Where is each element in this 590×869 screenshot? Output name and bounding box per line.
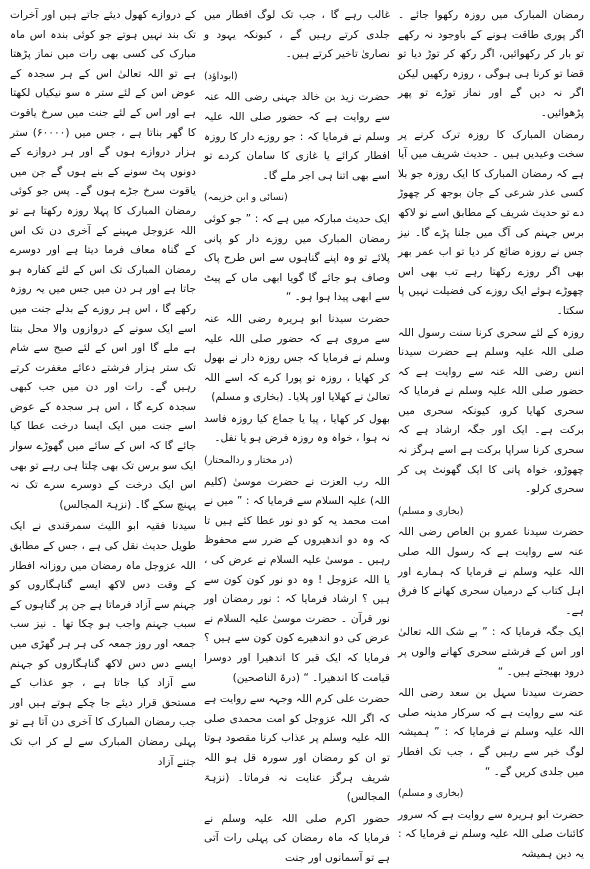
paragraph: سیدنا فقیہ ابو اللیث سمرقندی نے ایک طویل حدیث نقل کی ہے ، جس کے مطابق اللہ عزوجل ماہ رمضان میں روزانہ افطار کے وقت دس لاکھ ایسے گناہگاروں کو جہنم سے آزاد فرماتا ہے جن پر گناہوں کے سبب جہنم واجب ہو چکا تھا ۔ نیز سب جمعہ اور روز جمعہ کی ہر ہر گھڑی میں ایسے دس دس لاکھ گناہگاروں کو جہنم سے آزاد کیا جاتا ہے ، جو عذاب کے مستحق قرار دیئے جا چکے ہوتے ہیں اور جب رمضان المبارک کا آخری دن آتا ہے تو پہلی رمضان المبارک سے لے کر اب تک جتنے آزاد <box>10 520 196 768</box>
paragraph: حضور اکرم صلی اللہ علیہ وسلم نے فرمایا کہ ماہ رمضان کی پہلی رات آتی ہے تو آسمانوں اور جنت <box>204 812 390 864</box>
paragraph: (بخاری و مسلم) <box>398 505 464 517</box>
paragraph: (در مختار و ردالمحتار) <box>204 455 293 467</box>
paragraph: ایک جگہ فرمایا کہ : ” بے شک اللہ تعالیٰ اور اس کے فرشتے سحری کھانے والوں پر درود بھیجتے ہیں۔ “ <box>398 626 584 678</box>
paragraph: ایک حدیث مبارکہ میں ہے کہ : ” جو کوئی رمضان المبارک میں روزے دار کو پانی پلائے تو وہ اپنے گناہوں سے اس طرح پاک وصاف ہو جائے گا گویا ابھی ماں کے پیٹ سے ابھی پیدا ہوا ہو۔ “ <box>204 212 390 304</box>
paragraph: حضرت سیدنا سہل بن سعد رضی اللہ عنہ سے روایت ہے کہ سرکار مدینہ صلی اللہ علیہ وسلم نے فرمایا کہ : ” ہمیشہ لوگ خیر سے رہیں گے ، جب تک افطار میں جلدی کریں گے۔ “ <box>398 687 584 778</box>
paragraph: رمضان المبارک میں روزہ رکھوا جائے ۔ اگر پوری طاقت ہونے کے باوجود نہ رکھے تو بار کر رکھوائیں، اگر رکھ کر توڑ دیا تو قضا تو کرنا ہی ہوگی ، روزہ رکھیں لیکن اگر نہ دیں گے اور نماز توڑے تو پھر پڑھوائیں۔ <box>398 9 584 119</box>
paragraph: حضرت ابو ہریرہ سے روایت ہے کہ سرور کائنات صلی اللہ علیہ وسلم نے فرمایا کہ : یہ دین ہمیشہ <box>398 808 584 860</box>
column-left <box>10 6 196 785</box>
paragraph: غالب رہے گا ، جب تک لوگ افطار میں جلدی کرتے رہیں گے ، کیونکہ یہود و نصاریٰ تاخیر کرتے ہیں۔ <box>204 9 390 61</box>
paragraph: (ابوداؤد) <box>204 70 238 82</box>
paragraph: (بخاری و مسلم) <box>398 788 464 800</box>
paragraph: بھول کر کھایا ، پیا یا جماع کیا روزہ فاسد نہ ہوا ، خواہ وہ روزہ فرض ہو یا نفل۔ <box>204 412 390 445</box>
paragraph: رمضان المبارک کا روزہ ترک کرنے پر سخت وعیدیں ہیں ۔ حدیث شریف میں آیا ہے کہ رمضان المبارک کا ایک روزہ جو بلا کسی عذر شرعی کے جان بوجھ کر چھوڑ دے تو حدیث شریف کے مطابق اسے نو لاکھ برس جہنم کی آگ میں جلنا پڑے گا۔ نیز جس نے روزہ ضائع کر دیا تو اب عمر بھر بھی اگر روزے رکھتا رہے تب بھی اس چھوڑے ہوئے ایک روزے کی فضیلت نہیں پا سکتا۔ <box>398 128 584 317</box>
paragraph: حضرت علی کرم اللہ وجہہ سے روایت ہے کہ اگر اللہ عزوجل کو امت محمدی صلی اللہ علیہ وسلم پر عذاب کرنا مقصود ہوتا تو ان کو رمضان اور سورہ قل ہو اللہ شریف ہرگز عنایت نہ فرماتا۔ (نزہۃ المجالس) <box>204 693 390 804</box>
column-right <box>398 6 584 860</box>
paragraph: کے دروازے کھول دیئے جاتے ہیں اور آخرات تک بند نہیں ہوتے جو کوئی بندہ اس ماہ مبارک کی کسی بھی رات میں نماز پڑھتا ہے تو اللہ تعالیٰ اس کے ہر سجدہ کے عوض اس کے لئے ستر ہ سو نیکیاں لکھتا ہے اور اس کے لئے جنت میں سرخ یاقوت کا گھر بناتا ہے ، جس میں (۶۰۰۰۰) ستر ہزار دروازے ہوں گے اور ہر دروازے کے دونوں پٹ سونے کے بنے ہوں گے جن میں یاقوت سرخ جڑے ہوں گے۔ پس جو کوئی رمضان المبارک کا پہلا روزہ رکھتا ہے تو اللہ عزوجل مہینے کے آخری دن تک اس کے گناہ معاف فرما دیتا ہے اور دوسرے رمضان المبارک تک اس کے لئے کفارہ ہو جاتا ہے اور ہر دن میں جس میں یہ روزہ رکھے گا ، اس ہر روزے کے بدلے جنت میں اسے ایک سونے کے دروازوں والا محل بنتا ہے ملے گا اور اس کے لئے صبح سے شام تک ستر ہزار فرشتے دعائے مغفرت کرتے رہیں گے۔ رات اور دن میں جب کبھی سجدہ کرے گا ، اس ہر سجدہ کے عوض اسے جنت میں ایک ایسا درخت عطا کیا جائے گا کہ اس کے سائے میں گھوڑے سوار ایک سو برس تک بھی چلتا ہی رہے تو بھی اس ایک درخت کے دوسرے سرے تک نہ پہنچ سکے گا۔ (نزہۃ المجالس) <box>10 9 196 511</box>
column-middle <box>204 6 390 864</box>
paragraph: حضرت زید بن خالد جہنی رضی اللہ عنہ سے روایت ہے کہ حضور صلی اللہ علیہ وسلم نے فرمایا کہ : جو روزے دار کا روزہ افطار کرائے یا غازی کا سامان کردے تو اسے بھی اتنا ہی اجر ملے گا۔ <box>204 91 390 182</box>
paragraph: اللہ رب العزت نے حضرت موسیٰ (کلیم اللہ) علیہ السلام سے فرمایا کہ : ” میں نے امت محمد یہ کو دو نور عطا کئے ہیں تا کہ وہ دو اندھیروں کے ضرر سے محفوظ رہیں ۔ موسیٰ علیہ السلام نے عرض کی ، یا اللہ عزوجل ! وہ دو نور کون کون سے ہیں ؟ ارشاد فرمایا کہ : نور رمضان اور نور قرآن ۔ حضرت موسیٰ علیہ السلام نے عرض کی دو اندھیرے کون کون سے ہیں ؟ فرمایا کہ ایک قبر کا اندھیرا اور دوسرا قیامت کا اندھیرا۔ “ (درۃ الناصحین) <box>204 475 390 684</box>
paragraph: (نسائی و ابن خزیمہ) <box>204 192 288 204</box>
paragraph: حضرت سیدنا عمرو بن العاص رضی اللہ عنہ سے روایت ہے کہ رسول اللہ صلی اللہ علیہ وسلم نے فرمایا کہ ہمارے اور اہل کتاب کے درمیان سحری کھانے کا فرق ہے۔ <box>398 526 584 617</box>
paragraph: روزہ کے لئے سحری کرنا سنت رسول اللہ صلی اللہ علیہ وسلم ہے حضرت سیدنا انس رضی اللہ عنہ سے روایت ہے کہ حضور صلی اللہ علیہ وسلم نے فرمایا کہ سحری کھایا کرو، کیونکہ سحری میں برکت ہے۔ ایک اور جگہ ارشاد ہے کہ سحری کرنا سراپا برکت ہے اسے ہرگز نہ چھوڑو، خواہ پانی کا ایک گھونٹ پی کر سحری کرلو۔ <box>398 326 584 496</box>
paragraph: حضرت سیدنا ابو ہریرہ رضی اللہ عنہ سے مروی ہے کہ حضور صلی اللہ علیہ وسلم نے فرمایا کہ جس روزہ دار نے بھول کر کھایا ، روزہ تو پورا کرے کہ اسے اللہ تعالیٰ نے کھلایا اور پلایا۔ (بخاری و مسلم) <box>204 312 390 404</box>
